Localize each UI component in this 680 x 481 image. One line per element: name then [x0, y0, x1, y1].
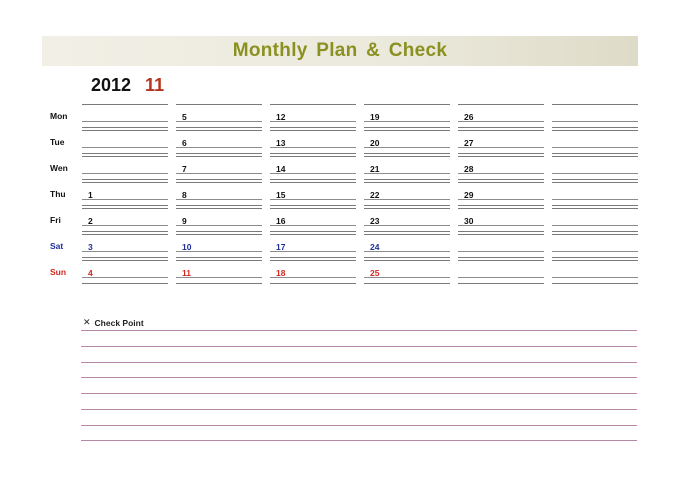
date-number: 25: [370, 268, 380, 278]
day-cell[interactable]: [82, 104, 168, 128]
cell-underline: [552, 173, 638, 174]
cell-underline: [458, 277, 544, 278]
date-number: 14: [276, 164, 286, 174]
date-number: 12: [276, 112, 286, 122]
day-cell[interactable]: [176, 182, 262, 206]
day-cell[interactable]: [176, 208, 262, 232]
date-number: 3: [88, 242, 93, 252]
check-point-line[interactable]: [81, 362, 637, 363]
cell-underline: [176, 121, 262, 122]
date-number: 28: [464, 164, 474, 174]
date-number: 23: [370, 216, 380, 226]
check-point-line[interactable]: [81, 393, 637, 394]
date-number: 29: [464, 190, 474, 200]
day-cell[interactable]: [552, 130, 638, 154]
weekday-label-sun: Sun: [50, 267, 67, 277]
cell-underline: [552, 199, 638, 200]
check-point-line[interactable]: [81, 346, 637, 347]
title-band: [42, 36, 638, 66]
day-cell[interactable]: [552, 208, 638, 232]
cell-underline: [82, 147, 168, 148]
date-number: 16: [276, 216, 286, 226]
cell-underline: [82, 173, 168, 174]
day-cell[interactable]: [176, 260, 262, 284]
date-number: 10: [182, 242, 192, 252]
day-cell[interactable]: [270, 234, 356, 258]
day-cell[interactable]: [364, 234, 450, 258]
date-number: 7: [182, 164, 187, 174]
day-cell[interactable]: [364, 208, 450, 232]
cell-underline: [82, 225, 168, 226]
date-number: 30: [464, 216, 474, 226]
day-cell[interactable]: [270, 182, 356, 206]
cell-underline: [176, 199, 262, 200]
cell-underline: [82, 277, 168, 278]
check-point-label: Check Point: [94, 317, 144, 328]
weekday-label-mon: Mon: [50, 111, 68, 121]
cell-underline: [552, 121, 638, 122]
day-cell[interactable]: [552, 156, 638, 180]
day-cell[interactable]: [82, 130, 168, 154]
date-number: 15: [276, 190, 286, 200]
check-point-line[interactable]: [81, 425, 637, 426]
cell-underline: [458, 251, 544, 252]
date-number: 9: [182, 216, 187, 226]
day-cell[interactable]: [364, 260, 450, 284]
date-number: 20: [370, 138, 380, 148]
date-number: 13: [276, 138, 286, 148]
day-cell[interactable]: [270, 260, 356, 284]
x-mark-icon: ✕: [83, 317, 91, 327]
date-number: 22: [370, 190, 380, 200]
day-cell[interactable]: [552, 234, 638, 258]
day-cell[interactable]: [364, 156, 450, 180]
day-cell[interactable]: [176, 104, 262, 128]
date-number: 27: [464, 138, 474, 148]
date-number: 17: [276, 242, 286, 252]
day-cell[interactable]: [552, 260, 638, 284]
date-number: 4: [88, 268, 93, 278]
day-cell[interactable]: [82, 234, 168, 258]
check-point-line[interactable]: [81, 377, 637, 378]
day-cell[interactable]: [552, 104, 638, 128]
day-cell[interactable]: [270, 104, 356, 128]
date-number: 18: [276, 268, 286, 278]
check-point-line[interactable]: [81, 440, 637, 441]
day-cell[interactable]: [364, 130, 450, 154]
weekday-label-sat: Sat: [50, 241, 64, 251]
date-number: 2: [88, 216, 93, 226]
day-cell[interactable]: [458, 182, 544, 206]
weekday-label-fri: Fri: [50, 215, 61, 225]
date-number: 1: [88, 190, 93, 200]
date-number: 21: [370, 164, 380, 174]
year-label: 2012: [91, 75, 132, 95]
day-cell[interactable]: [458, 130, 544, 154]
weekday-label-thu: Thu: [50, 189, 66, 199]
weekday-label-wen: Wen: [50, 163, 68, 173]
check-point-header: [83, 317, 144, 328]
cell-underline: [176, 147, 262, 148]
cell-underline: [552, 251, 638, 252]
date-number: 26: [464, 112, 474, 122]
cell-underline: [552, 277, 638, 278]
date-number: 24: [370, 242, 380, 252]
date-number: 5: [182, 112, 187, 122]
day-cell[interactable]: [552, 182, 638, 206]
check-point-line[interactable]: [81, 409, 637, 410]
cell-underline: [552, 225, 638, 226]
day-cell[interactable]: [270, 130, 356, 154]
date-number: 8: [182, 190, 187, 200]
day-cell[interactable]: [458, 260, 544, 284]
cell-underline: [82, 251, 168, 252]
day-cell[interactable]: [176, 234, 262, 258]
day-cell[interactable]: [82, 260, 168, 284]
day-cell[interactable]: [364, 182, 450, 206]
date-number: 6: [182, 138, 187, 148]
cell-underline: [82, 121, 168, 122]
cell-underline: [552, 147, 638, 148]
weekday-label-tue: Tue: [50, 137, 65, 147]
day-cell[interactable]: [458, 234, 544, 258]
day-cell[interactable]: [82, 156, 168, 180]
day-cell[interactable]: [176, 156, 262, 180]
day-cell[interactable]: [176, 130, 262, 154]
cell-underline: [82, 199, 168, 200]
day-cell[interactable]: [82, 208, 168, 232]
month-label: 11: [145, 75, 165, 95]
day-cell[interactable]: [82, 182, 168, 206]
day-cell[interactable]: [458, 208, 544, 232]
year-month-header: [91, 75, 164, 97]
date-number: 19: [370, 112, 380, 122]
day-cell[interactable]: [270, 156, 356, 180]
check-point-line[interactable]: [81, 330, 637, 331]
day-cell[interactable]: [364, 104, 450, 128]
day-cell[interactable]: [458, 104, 544, 128]
day-cell[interactable]: [270, 208, 356, 232]
page-title: Monthly Plan & Check: [232, 40, 448, 61]
cell-underline: [176, 173, 262, 174]
day-cell[interactable]: [458, 156, 544, 180]
date-number: 11: [182, 268, 191, 278]
cell-underline: [176, 225, 262, 226]
